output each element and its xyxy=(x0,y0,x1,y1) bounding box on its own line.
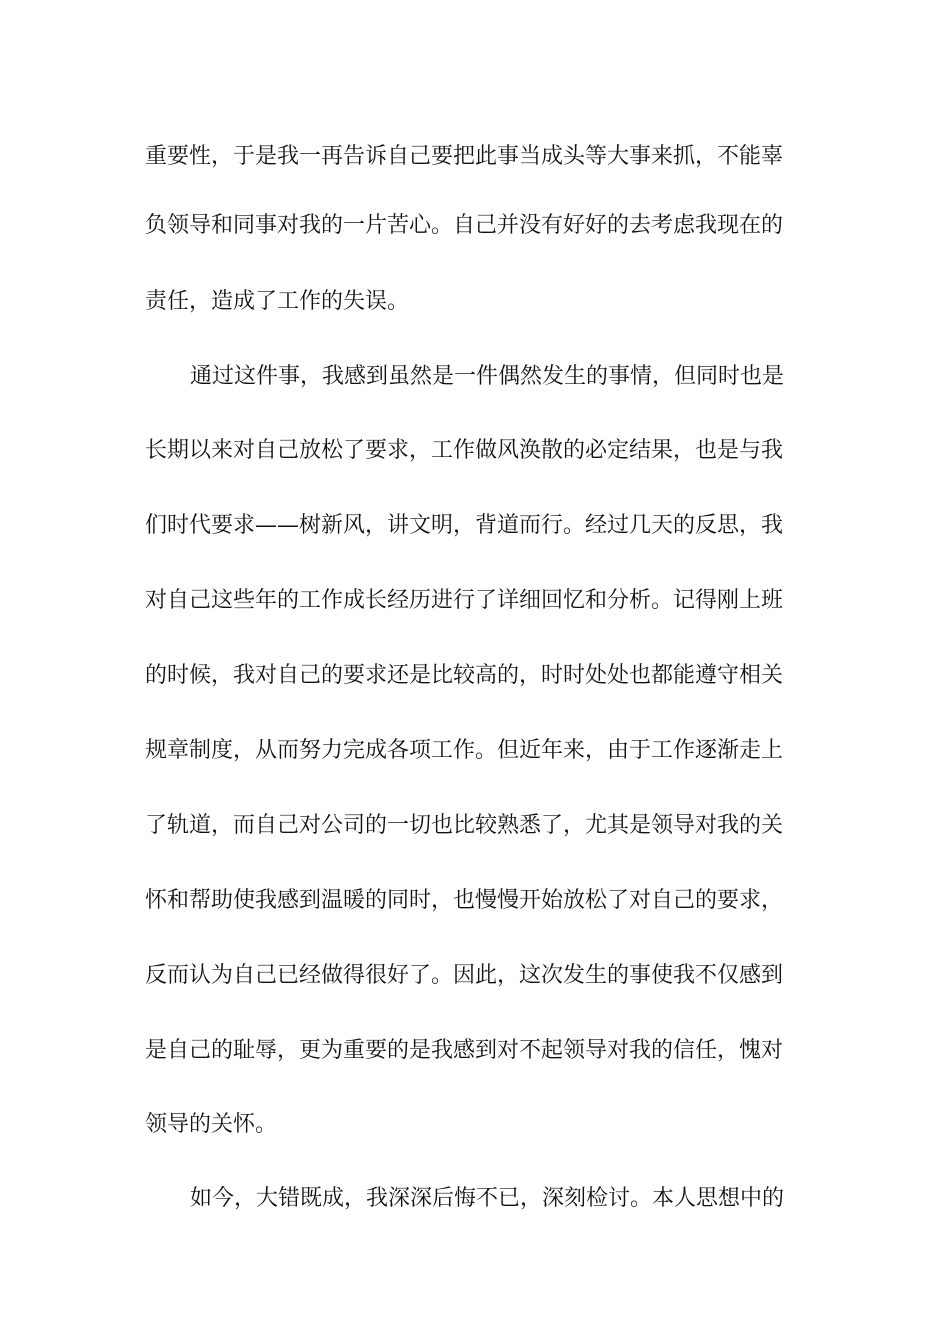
text-line: 是自己的耻辱，更为重要的是我感到对不起领导对我的信任，愧对 xyxy=(145,1038,784,1063)
text-line: 责任，造成了工作的失误。 xyxy=(145,289,410,314)
text-line: 的时候，我对自己的要求还是比较高的，时时处处也都能遵守相关 xyxy=(145,663,784,688)
paragraph-first-line: 通过这件事，我感到虽然是一件偶然发生的事情，但同时也是 xyxy=(190,364,785,389)
text-line: 领导的关怀。 xyxy=(145,1112,278,1137)
text-line: 怀和帮助使我感到温暖的同时，也慢慢开始放松了对自己的要求， xyxy=(145,888,784,913)
paragraph-first-line: 如今，大错既成，我深深后悔不已，深刻检讨。本人思想中的 xyxy=(190,1186,785,1211)
text-line: 负领导和同事对我的一片苦心。自己并没有好好的去考虑我现在的 xyxy=(145,213,784,238)
text-line: 反而认为自己已经做得很好了。因此，这次发生的事使我不仅感到 xyxy=(145,963,784,988)
text-line: 重要性，于是我一再告诉自己要把此事当成头等大事来抓，不能辜 xyxy=(145,144,784,169)
text-line: 们时代要求——树新风，讲文明，背道而行。经过几天的反思，我 xyxy=(145,513,784,538)
text-line: 规章制度，从而努力完成各项工作。但近年来，由于工作逐渐走上 xyxy=(145,738,784,763)
text-line: 对自己这些年的工作成长经历进行了详细回忆和分析。记得刚上班 xyxy=(145,588,784,613)
text-line: 长期以来对自己放松了要求，工作做风涣散的必定结果，也是与我 xyxy=(145,438,784,463)
text-line: 了轨道，而自己对公司的一切也比较熟悉了，尤其是领导对我的关 xyxy=(145,813,784,838)
